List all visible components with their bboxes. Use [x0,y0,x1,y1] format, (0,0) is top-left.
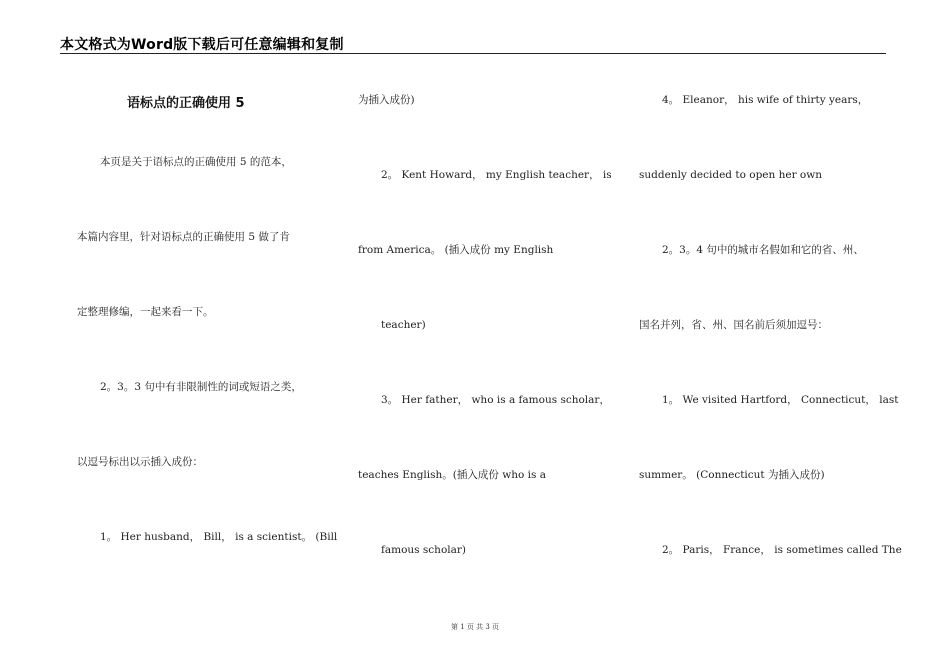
col2-line-4: teacher) [381,319,426,331]
col1-line-1: 本页是关于语标点的正确使用 5 的范本， [100,156,292,168]
col1-line-2: 本篇内容里，针对语标点的正确使用 5 做了肯 [77,231,290,243]
document-title: 语标点的正确使用 5 [127,96,245,111]
col1-line-3: 定整理修编，一起来看一下。 [77,306,214,318]
header-rule [60,53,886,54]
col3-line-6: summer。 (Connecticut 为插入成份) [639,469,825,481]
col1-line-4: 2。3。3 句中有非限制性的词或短语之类， [100,381,302,393]
col1-line-6: 1。 Her husband， Bill， is a scientist。 (Bill [100,531,338,543]
col2-line-6: teaches English。(插入成份 who is a [358,469,546,481]
col3-line-3: 2。3。4 句中的城市名假如和它的省、州、 [662,244,864,256]
col3-line-2: suddenly decided to open her own [639,169,823,181]
col3-line-1: 4。 Eleanor， his wife of thirty years， [662,94,869,106]
col2-line-3: from America。 (插入成份 my English [358,244,554,256]
page-header: 本文格式为Word版下载后可任意编辑和复制 [60,37,344,53]
col3-line-7: 2。 Paris， France， is sometimes called The [662,544,902,556]
col2-line-1: 为插入成份) [358,94,415,106]
col2-line-7: famous scholar) [381,544,466,556]
col3-line-5: 1。 We visited Hartford， Connecticut， last [662,394,899,406]
col2-line-2: 2。 Kent Howard， my English teacher， is [381,169,612,181]
col3-line-4: 国名并列，省、州、国名前后须加逗号： [639,319,828,331]
col1-line-5: 以逗号标出以示插入成份： [77,456,203,468]
col2-line-5: 3。 Her father， who is a famous scholar， [381,394,610,406]
page-number-footer: 第 1 页 共 3 页 [450,623,500,631]
